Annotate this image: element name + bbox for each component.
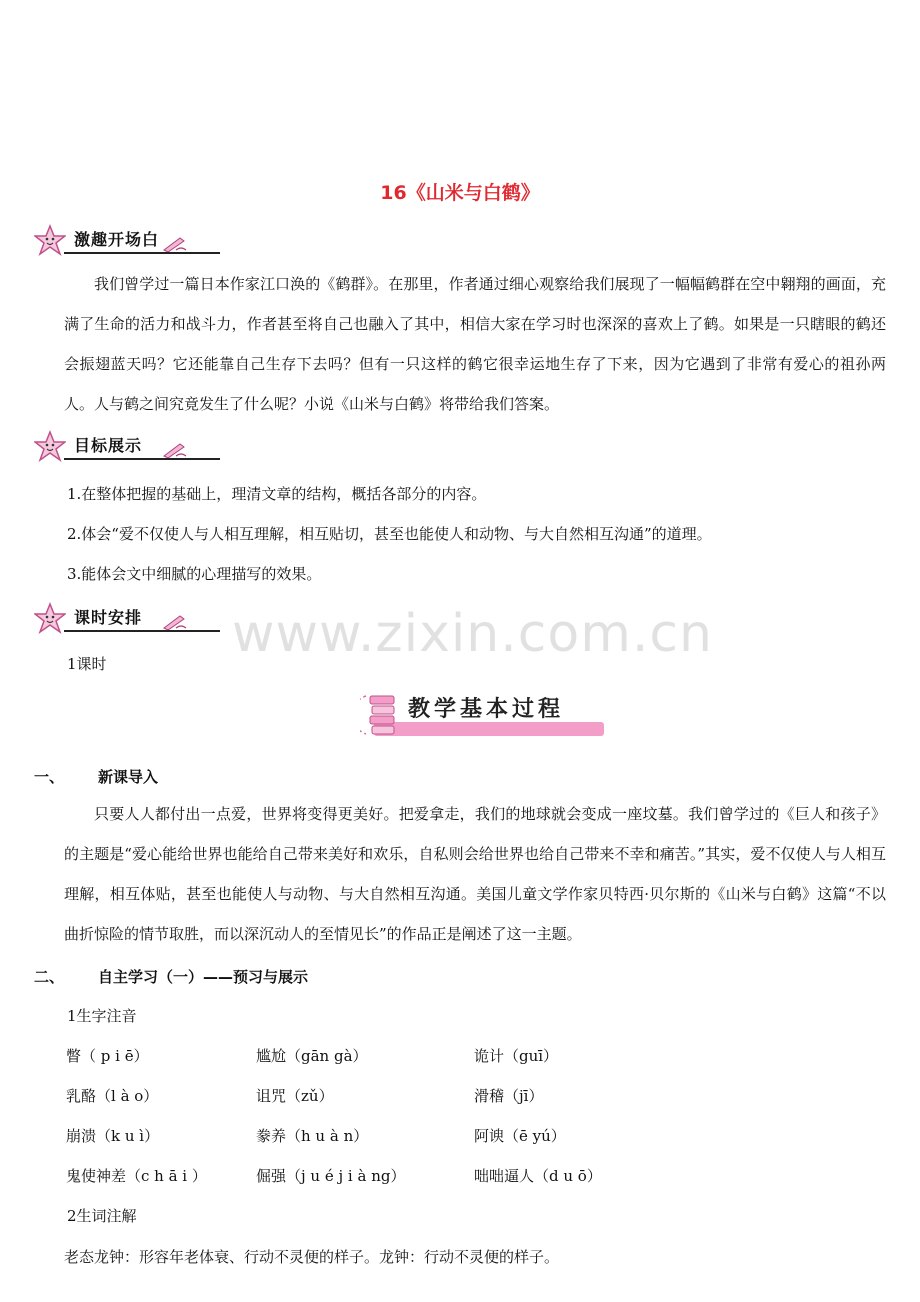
watermark: www.zixin.com.cn: [232, 604, 713, 664]
section-heading-label: 课时安排: [74, 608, 143, 627]
teaching-process-banner: [344, 688, 608, 746]
goal-item: 1.在整体把握的基础上，理清文章的结构，概括各部分的内容。: [67, 485, 487, 503]
part1-paragraph: 只要人人都付出一点爱，世界将变得更美好。把爱拿走，我们的地球就会变成一座坟墓。我们曾学过的《巨人和孩子》的主题是“爱心能给世界也能给自己带来美好和欢乐，自私则会给世界也给自己带来不幸和痛苦。”其实，爱不仅使人与人相互理解，相互体贴，甚至也能使人与动物、与大自然相互沟通。美国儿童文学作家贝特西·贝尔斯的《山米与白鹤》这篇“不以曲折惊险的情节取胜，而以深沉动人的至情见长”的作品正是阐述了这一主题。: [64, 805, 886, 943]
part2-number: 二、: [34, 968, 65, 986]
pinyin-cell: 尴尬（gān gà）: [256, 1047, 368, 1065]
part2-sub2: 2生词注解: [67, 1207, 137, 1225]
part2-heading: [34, 966, 308, 987]
star-icon: [34, 430, 66, 462]
pinyin-cell: 倔强（j u é j i à ng）: [256, 1167, 406, 1185]
pinyin-cell: 滑稽（jī）: [474, 1087, 544, 1105]
pen-icon: [162, 440, 188, 458]
banner-bar: [374, 722, 604, 736]
banner-text: 教学基本过程: [408, 697, 565, 722]
pinyin-cell: 豢养（h u à n）: [256, 1127, 369, 1145]
heading-underline: [64, 458, 220, 460]
part2-title: 自主学习（一）——预习与展示: [98, 968, 309, 986]
pinyin-cell: 崩溃（k u ì）: [66, 1127, 160, 1145]
section-heading-goals: [34, 430, 194, 462]
part1-title: 新课导入: [98, 768, 159, 786]
heading-underline: [64, 252, 220, 254]
section-heading-label: 目标展示: [74, 436, 143, 455]
pinyin-cell: 诡计（guī）: [474, 1047, 559, 1065]
pen-icon: [162, 612, 188, 630]
pinyin-cell: 咄咄逼人（d u ō）: [474, 1167, 602, 1185]
section-heading-schedule: [34, 602, 194, 634]
goal-item: 2.体会“爱不仅使人与人相互理解，相互贴切，甚至也能使人和动物、与大自然相互沟通”的道理。: [67, 525, 712, 543]
star-icon: [34, 224, 66, 256]
part1-number: 一、: [34, 768, 65, 786]
pinyin-cell: 乳酪（l à o）: [66, 1087, 159, 1105]
section-heading-label: 激趣开场白: [74, 230, 160, 249]
gloss-line: 老态龙钟：形容年老体衰、行动不灵便的样子。龙钟：行动不灵便的样子。: [64, 1248, 560, 1266]
pen-icon: [162, 234, 188, 252]
intro-paragraph: 我们曾学过一篇日本作家江口涣的《鹤群》。在那里，作者通过细心观察给我们展现了一幅幅鹤群在空中翱翔的画面，充满了生命的活力和战斗力，作者甚至将自己也融入了其中，相信大家在学习时也深深的喜欢上了鹤。如果是一只瞎眼的鹤还会振翅蓝天吗？它还能靠自己生存下去吗？但有一只这样的鹤它很幸运地生存了下来，因为它遇到了非常有爱心的祖孙两人。人与鹤之间究竟发生了什么呢？小说《山米与白鹤》将带给我们答案。: [64, 275, 886, 413]
part2-sub1: 1生字注音: [67, 1007, 137, 1025]
books-icon: [360, 690, 400, 738]
goal-item: 3.能体会文中细腻的心理描写的效果。: [67, 565, 322, 583]
pinyin-cell: 鬼使神差（c h ā i ）: [66, 1167, 207, 1185]
pinyin-cell: 阿谀（ē yú）: [474, 1127, 566, 1145]
section-heading-intro: [34, 224, 194, 256]
schedule-value: 1课时: [67, 655, 107, 673]
pinyin-cell: 瞥（ p i ē）: [66, 1047, 149, 1065]
part1-heading: [34, 766, 158, 787]
star-icon: [34, 602, 66, 634]
pinyin-cell: 诅咒（zǔ）: [256, 1087, 334, 1105]
page-title: 16《山米与白鹤》: [380, 182, 540, 204]
heading-underline: [64, 630, 220, 632]
